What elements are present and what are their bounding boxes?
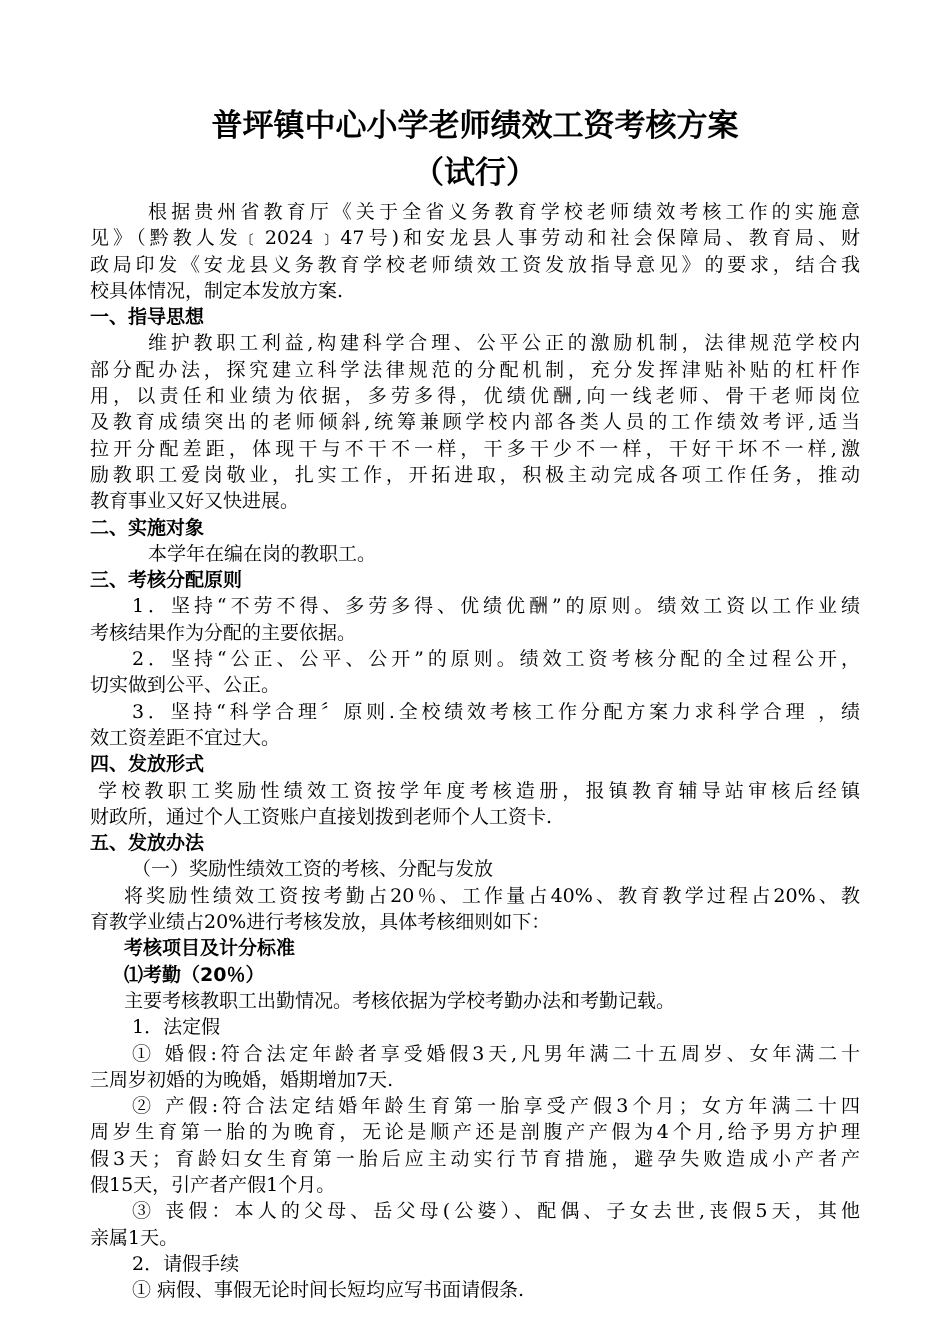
section-heading: 四、发放形式 — [90, 753, 205, 776]
text-line: 本学年在编在岗的教职工。 — [148, 542, 377, 565]
text-line: 用，以责任和业绩为依据，多劳多得，优绩优酬,向一线老师、骨干老师岗位 — [90, 385, 860, 408]
text-line: 周岁生育第一胎的为晚育，无论是顺产还是剖腹产产假为4个月,给予男方护理 — [90, 1121, 860, 1144]
section-heading: 三、考核分配原则 — [90, 569, 243, 592]
text-line: 假3天；育龄妇女生育第一胎后应主动实行节育措施，避孕失败造成小产者产 — [90, 1147, 860, 1170]
text-line: （一）奖励性绩效工资的考核、分配与发放 — [132, 858, 494, 881]
section-heading: ⑴考勤（20％） — [124, 963, 265, 986]
text-line: 部分配办法，探究建立科学法律规范的分配机制，充分发挥津贴补贴的杠杆作 — [90, 358, 860, 381]
text-line: 见》（黔教人发﹝2024﹞47号)和安龙县人事劳动和社会保障局、教育局、财 — [90, 227, 860, 250]
text-line: 1．坚持“不劳不得、多劳多得、优绩优酬”的原则。绩效工资以工作业绩 — [132, 595, 860, 618]
text-line: 效工资差距不宜过大。 — [90, 726, 281, 749]
text-line: 拉开分配差距，体现干与不干不一样，干多干少不一样，干好干坏不一样,激 — [90, 437, 860, 460]
text-line: 2．请假手续 — [132, 1252, 240, 1275]
text-line: 主要考核教职工出勤情况。考核依据为学校考勤办法和考勤记载。 — [124, 989, 676, 1012]
text-line: 三周岁初婚的为晚婚，婚期增加7天. — [90, 1068, 394, 1091]
text-line: 1．法定假 — [132, 1016, 221, 1039]
document-subtitle: （试行） — [413, 155, 537, 191]
document-title: 普坪镇中心小学老师绩效工资考核方案 — [211, 108, 739, 144]
text-line: 根据贵州省教育厅《关于全省义务教育学校老师绩效考核工作的实施意 — [148, 201, 860, 223]
section-heading: 二、实施对象 — [90, 516, 205, 539]
text-line: 将奖励性绩效工资按考勤占20％、工作量占40%、教育教学过程占20%、教 — [124, 884, 860, 907]
section-heading: 五、发放办法 — [90, 832, 205, 855]
text-line: 教育事业又好又快进展。 — [90, 490, 300, 513]
text-line: 及教育成绩突出的老师倾斜,统筹兼顾学校内部各类人员的工作绩效考评,适当 — [90, 411, 860, 434]
text-line: 学校教职工奖励性绩效工资按学年度考核造册，报镇教育辅导站审核后经镇 — [98, 779, 860, 802]
section-heading: 考核项目及计分标准 — [124, 937, 296, 960]
text-line: 励教职工爱岗敬业，扎实工作，开拓进取，积极主动完成各项工作任务，推动 — [90, 463, 860, 486]
text-line: 假15天，引产者产假1个月。 — [90, 1173, 336, 1196]
document-body — [90, 199, 860, 1303]
section-heading: 一、指导思想 — [90, 306, 205, 329]
text-line: ① 病假、事假无论时间长短均应写书面请假条. — [132, 1279, 525, 1302]
text-line: 切实做到公平、公正。 — [90, 674, 281, 697]
text-line: 财政所，通过个人工资账户直接划拨到老师个人工资卡. — [90, 805, 553, 828]
text-line: 维护教职工利益,构建科学合理、公平公正的激励机制，法律规范学校内 — [148, 332, 860, 355]
text-line: 考核结果作为分配的主要依据。 — [90, 621, 357, 644]
text-line: 2．坚持“公正、公平、公开”的原则。绩效工资考核分配的全过程公开， — [132, 648, 860, 671]
text-line: 亲属1天。 — [90, 1226, 179, 1249]
text-line: 政局印发《安龙县义务教育学校老师绩效工资发放指导意见》的要求，结合我 — [90, 253, 860, 276]
text-line: 3．坚持“科学合理〞原则.全校绩效考核工作分配方案力求科学合理 ，绩 — [132, 700, 860, 723]
text-line: ① 婚假:符合法定年龄者享受婚假3天,凡男年满二十五周岁、女年满二十 — [132, 1042, 860, 1065]
text-line: 校具体情况，制定本发放方案. — [90, 279, 344, 302]
text-line: ③ 丧假：本人的父母、岳父母(公婆）、配偶、子女去世,丧假5天，其他 — [132, 1200, 860, 1223]
text-line: 育教学业绩占20%进行考核发放，具体考核细则如下： — [90, 911, 551, 934]
text-line: ② 产假:符合法定结婚年龄生育第一胎享受产假3个月；女方年满二十四 — [132, 1095, 860, 1118]
